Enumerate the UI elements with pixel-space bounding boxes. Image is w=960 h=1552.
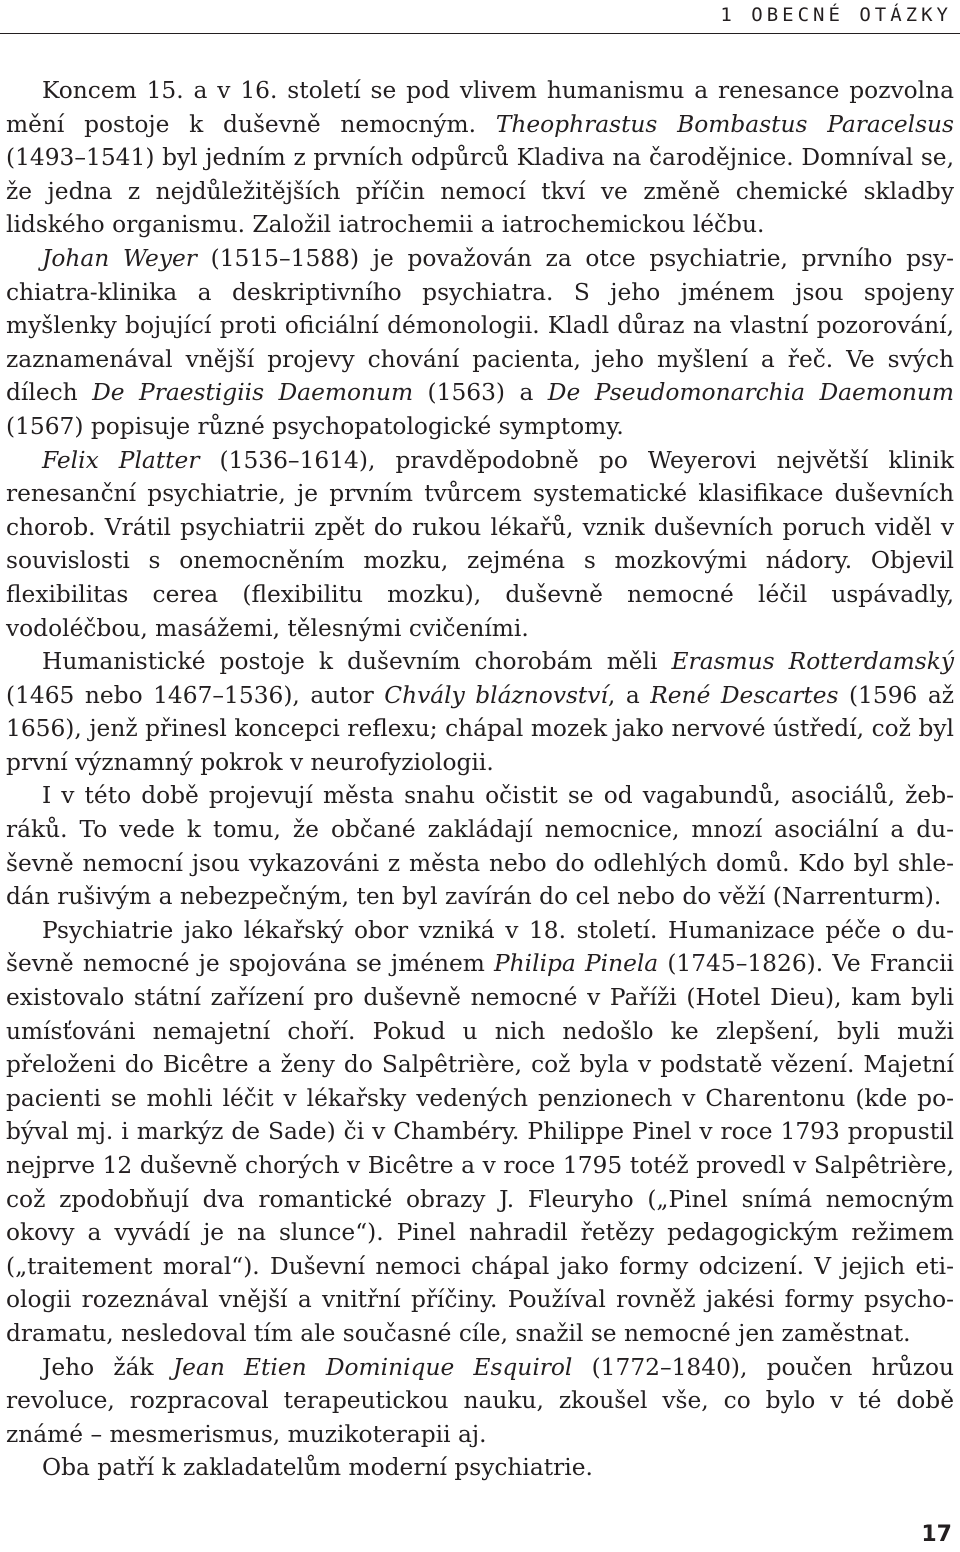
person-name: René Descartes	[650, 681, 839, 709]
text-run: , a	[607, 681, 651, 709]
person-name: Philipa Pinela	[493, 950, 659, 978]
person-name: Jean Etien Dominique Esquirol	[172, 1353, 573, 1381]
text-run: Psychiatrie jako lékařský obor vzniká v 18. století. Humanizace péče o duševně nemocné je spojována se jménem	[6, 916, 954, 978]
paragraph-closing	[6, 1451, 954, 1485]
person-name: Erasmus Rotterdamský	[671, 648, 954, 676]
paragraph-cities	[6, 779, 954, 913]
text-run: Oba patří k zakladatelům moderní psychiatrie.	[42, 1454, 593, 1482]
paragraph-esquirol	[6, 1351, 954, 1452]
text-run: (1745–1826). Ve Francii existovalo státní zařízení pro duševně nemocné v Paříži (Hotel Dieu), kam byli umísťováni nemajetní choří. Pokud u nich nedošlo ke zlepšení, byli muži přeloženi do Bicêtre a ženy do Salpêtrière, což byla v podstatě vězení. Majetní pacienti se mohli léčit v lékařsky vedených penzionech v Charentonu (kde pobýval mj. i markýz de Sade) či v Chambéry. Philippe Pinel v roce 1793 propustil nejprve 12 duševně chorých v Bicêtre a v roce 1795 totéž provedl v Salpêtrière, což zpodobňují dva romantické obrazy J. Fleuryho („Pinel snímá nemocným okovy a vyvádí je na slunce“). Pinel nahradil řetězy pedagogickým režimem („traitement moral“). Duševní nemoci chápal jako formy odcizení. V jejich etiologii rozeznával vnější a vnitřní příčiny. Používal rovněž jakési formy psychodramatu, nesledoval tím ale současné cíle, snažil se nemocné jen zaměstnat.	[6, 950, 954, 1347]
page-number: 17	[921, 1522, 952, 1547]
person-name: Johan Weyer	[42, 244, 197, 272]
body-text	[6, 74, 954, 1485]
text-run: Humanistické postoje k duševním chorobám měli	[42, 648, 672, 676]
text-run: (1515–1588) je považován za otce psychiatrie, prvního psychiatra-klinika a deskriptivního psychiatra. S jeho jménem jsou spojeny myšlenky bojující proti oficiální démonologii. Kladl důraz na vlastní pozorování, zaznamenával vnější projevy chování pacienta, jeho myšlení a řeč. Ve svých dílech	[6, 244, 954, 407]
person-name: Theophrastus Bombastus Paracelsus	[495, 110, 954, 138]
text-run: (1567) popisuje různé psychopatologické symptomy.	[6, 412, 624, 440]
text-run: (1465 nebo 1467–1536), autor	[6, 681, 385, 709]
paragraph-paracelsus	[6, 74, 954, 242]
text-run: (1536–1614), pravděpodobně po Weyerovi největší klinik renesanční psychiatrie, je prvním tvůrcem systematické klasifikace duševních chorob. Vrátil psychiatrii zpět do rukou lékařů, vznik duševních poruch viděl v souvislosti s onemocněním mozku, zejména s mozkovými nádory. Objevil flexibilitas cerea (flexibilitu mozku), duševně nemocné léčil uspávadly, vodoléčbou, masážemi, tělesnými cvičeními.	[6, 446, 954, 642]
text-run: (1772–1840), poučen hrůzou revoluce, rozpracoval terapeutickou nauku, zkoušel vše, co bylo v té době známé – mesmerismus, muzikoterapii aj.	[6, 1353, 955, 1448]
text-run: (1493–1541) byl jedním z prvních odpůrců Kladiva na čarodějnice. Domníval se, že jedna z nejdůležitějších příčin nemocí tkví ve změně chemické skladby lidského organismu. Založil iatrochemii a iatrochemickou léčbu.	[6, 144, 954, 239]
work-title: De Pseudomonarchia Daemonum	[547, 379, 955, 407]
text-run: Jeho žák	[42, 1353, 173, 1381]
text-run: Koncem 15. a v 16. století se pod vlivem humanismu a renesance pozvolna mění postoje k duševně nemocným.	[6, 77, 954, 138]
person-name: Felix Platter	[42, 446, 200, 474]
running-header: 1 OBECNÉ OTÁZKY	[720, 4, 952, 26]
text-run: I v této době projevují města snahu očistit se od vagabundů, asociálů, žebráků. To vede k tomu, že občané zakládají nemocnice, mnozí asociální a duševně nemocní jsou vykazováni z města nebo do odlehlých domů. Kdo byl shledán rušivým a nebezpečným, ten byl zavírán do cel nebo do věží (Narrenturm).	[6, 782, 954, 911]
work-title: De Praestigiis Daemonum	[92, 379, 414, 407]
paragraph-weyer	[6, 242, 954, 444]
header-rule	[0, 33, 960, 34]
work-title: Chvály bláznovství	[384, 681, 608, 709]
paragraph-pinel	[6, 914, 954, 1351]
paragraph-humanists	[6, 645, 954, 779]
text-run: (1563) a	[413, 379, 548, 407]
text-run: (1596 až 1656), jenž přinesl koncepci reflexu; chápal mozek jako nervové ústředí, což byl první významný pokrok v neurofyziologii.	[6, 681, 955, 776]
paragraph-platter	[6, 444, 954, 646]
